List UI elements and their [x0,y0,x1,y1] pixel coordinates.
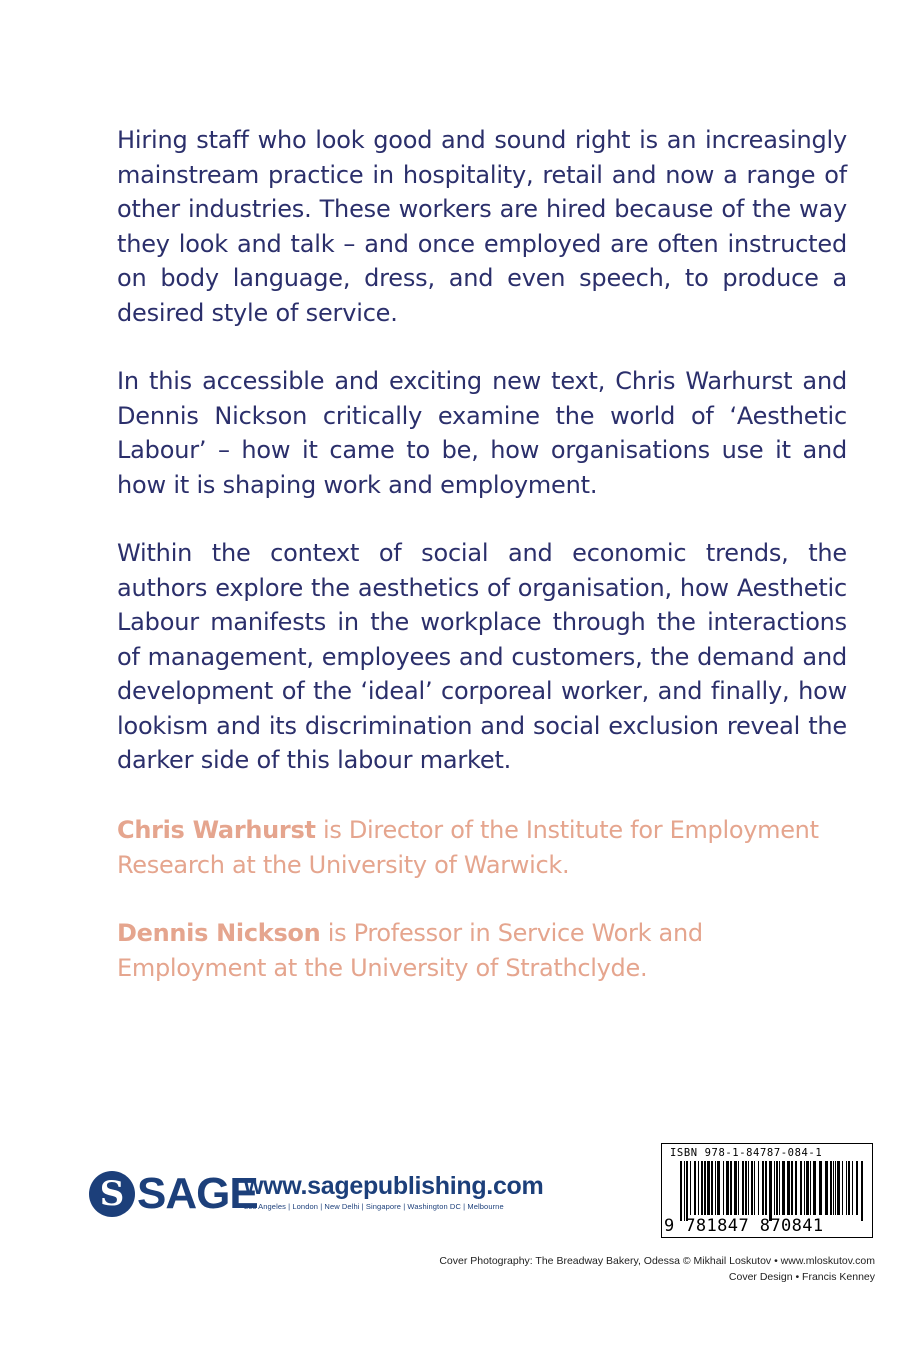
barcode-bar [726,1161,729,1215]
barcode-bar [742,1161,744,1215]
sage-logo-wordmark: SAGE [137,1169,258,1218]
sage-logo-icon: S [89,1171,135,1217]
barcode-bar [825,1161,828,1215]
barcode-bar [704,1161,706,1215]
barcode-bar [762,1161,764,1215]
barcode-bar [690,1161,691,1215]
barcode-bar [730,1161,732,1215]
barcode-bar [833,1161,834,1215]
barcode-bar [754,1161,755,1215]
barcode-bar [776,1161,778,1215]
barcode-bar [717,1161,720,1215]
barcode-bar [791,1161,793,1215]
author-bio-text: is Director of the Institute for Employment Research at the University of Warwick. [117,816,819,879]
isbn-barcode [661,1143,873,1238]
barcode-bar [694,1161,696,1215]
barcode-bar [745,1161,747,1215]
blurb-paragraph-2: In this accessible and exciting new text, Chris Warhurst and Dennis Nickson critically examine the world of ‘Aesthetic Labour’ – how it came to be, how organisations use it and how it is shaping work and employment. [117,367,847,499]
barcode-bar [813,1161,816,1215]
barcode-bar [861,1161,863,1221]
author-bio-nickson [117,916,847,985]
sage-logo [89,1170,258,1218]
barcode-bar [698,1161,699,1215]
barcode-bar [758,1161,759,1215]
barcode-bar [800,1161,802,1215]
barcode-bar [734,1161,737,1215]
author-name: Chris Warhurst [117,816,316,844]
barcode-bar [837,1161,840,1215]
barcode-bar [830,1161,832,1215]
blurb-paragraph-1: Hiring staff who look good and sound right is an increasingly mainstream practice in hospitality, retail and now a range of other industries. These workers are hired because of the way they look and talk – and once employed are often instructed on body language, dress, and even speech, to produce a desired style of service. [117,126,847,327]
barcode-bar [835,1161,836,1215]
publisher-url[interactable]: www.sagepublishing.com [244,1172,544,1200]
barcode-digits: 9 781847 870841 [664,1216,824,1236]
barcode-bar [782,1161,785,1215]
barcode-bar [795,1161,797,1215]
isbn-label: ISBN 978-1-84787-084-1 [670,1147,823,1159]
barcode-bar [738,1161,739,1215]
publisher-info [244,1172,543,1212]
barcode-bar [852,1161,853,1215]
barcode-bar [806,1161,809,1215]
barcode-bar [723,1161,724,1215]
barcode-bar [842,1161,843,1215]
barcode-bar [846,1161,847,1215]
barcode-bar [774,1161,775,1215]
barcode-bar [787,1161,790,1215]
author-bio-warhurst [117,813,847,882]
barcode-bar [779,1161,780,1215]
barcode-bar [748,1161,749,1215]
blurb-paragraph-3: Within the context of social and economic trends, the authors explore the aesthetics of organisation, how Aesthetic Labour manifests in the workplace through the interactions of management, employees and customers, the demand and development of the ‘ideal’ corporeal worker, and finally, how lookism and its discrimination and social exclusion reveal the darker side of this labour market. [117,539,847,774]
cover-design-credit: Cover Design • Francis Kenney [728,1271,875,1283]
barcode-bar [765,1161,767,1215]
barcode-bar [711,1161,713,1215]
barcode-bar [715,1161,716,1215]
barcode-bar [684,1161,685,1221]
barcode-bar [819,1161,822,1215]
barcode-bar [751,1161,753,1215]
barcode-bar [810,1161,811,1215]
barcode-bar [686,1161,688,1221]
barcode-bar [804,1161,805,1215]
author-name: Dennis Nickson [117,919,321,947]
cover-photography-credit: Cover Photography: The Breadway Bakery, Odessa © Mikhail Loskutov • www.mloskutov.com [439,1255,875,1267]
barcode-bar [848,1161,850,1215]
barcode-bar [769,1161,772,1221]
barcode-bar [701,1161,703,1215]
author-bio-text: is Professor in Service Work and Employment at the University of Strathclyde. [117,919,703,982]
barcode-bar [707,1161,710,1215]
barcode-bar [680,1161,682,1221]
barcode-bar [856,1161,858,1215]
publisher-cities: Los Angeles | London | New Delhi | Singapore | Washington DC | Melbourne [244,1202,504,1211]
